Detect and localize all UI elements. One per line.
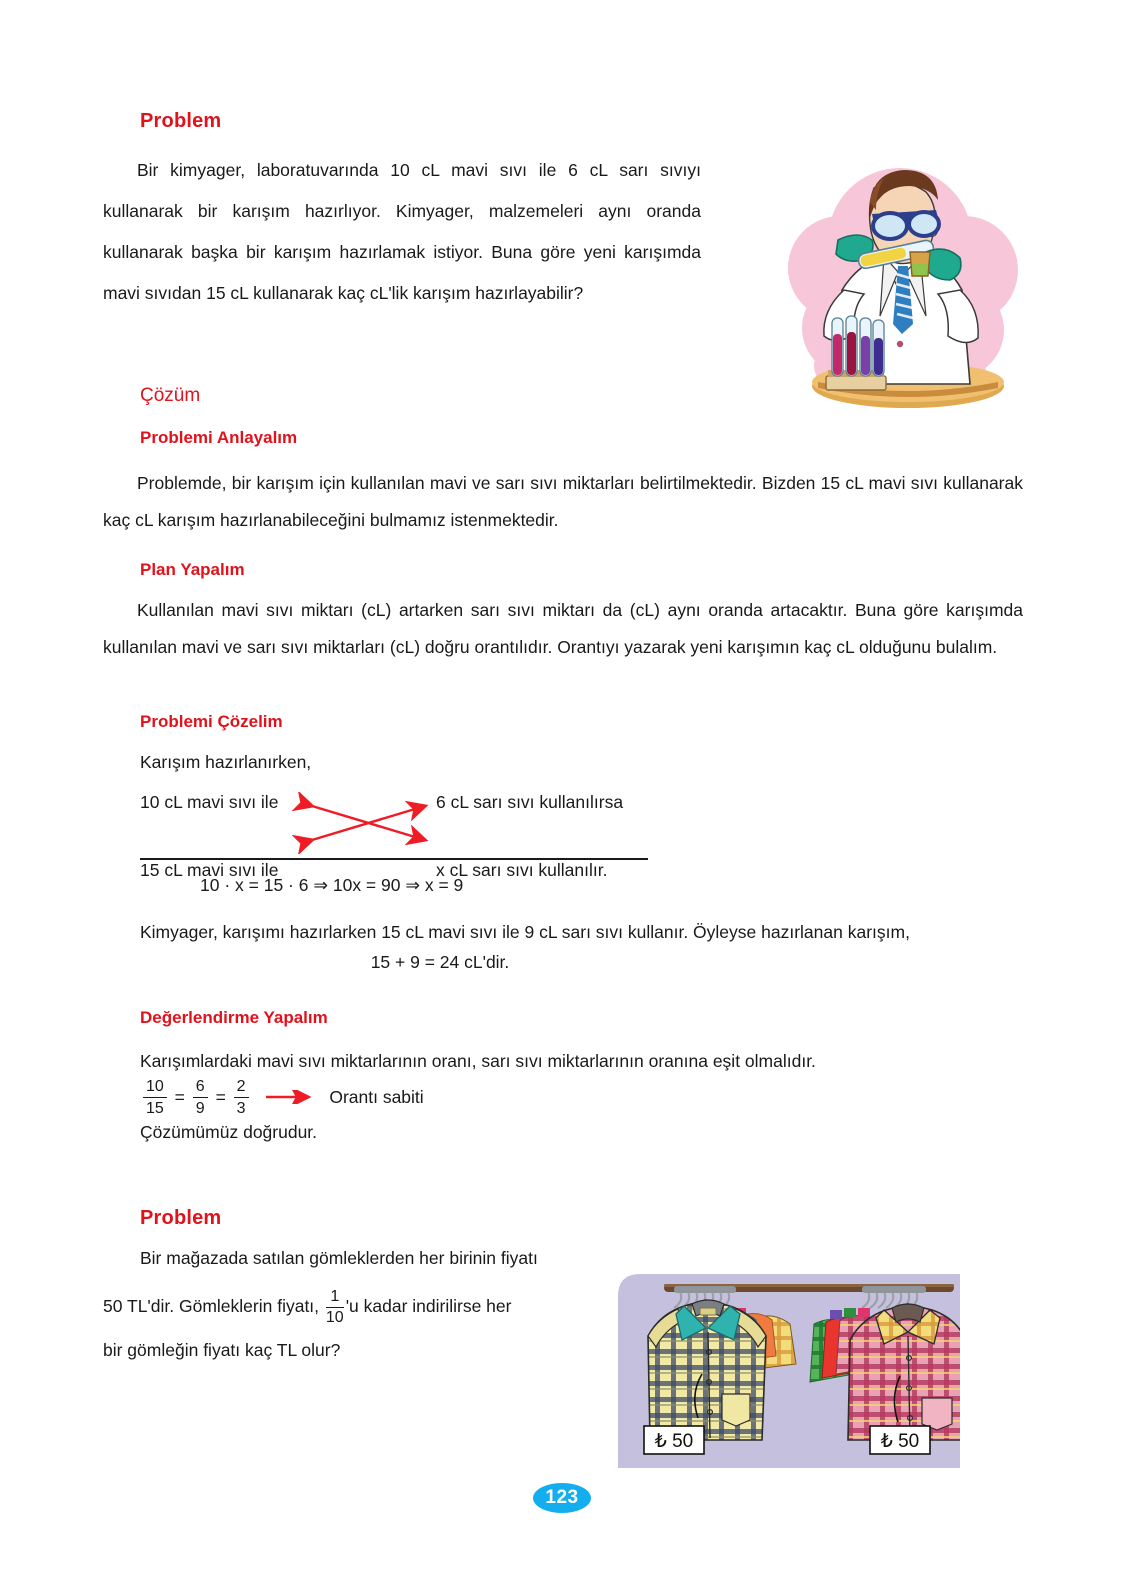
problem-1-body: [103, 150, 701, 314]
fraction-numerator: 6: [195, 1078, 205, 1095]
fraction-numerator: 1: [330, 1288, 340, 1305]
proportion-row2-right: x cL sarı sıvı kullanılır.: [436, 860, 608, 880]
fraction-10-over-15: [143, 1077, 167, 1118]
proportion-row1-left: 10 cL mavi sıvı ile: [140, 792, 279, 812]
fraction-denominator: 3: [236, 1100, 246, 1117]
fraction-denominator: 10: [325, 1309, 344, 1326]
step-understand-body: [103, 465, 1023, 539]
page-number-badge: 123: [533, 1483, 591, 1513]
price-tag-left-text: ₺ 50: [654, 1431, 694, 1452]
fraction-denominator: 15: [146, 1100, 164, 1117]
solve-equation: 10 · x = 15 · 6 ⇒ 10x = 90 ⇒ x = 9: [200, 875, 464, 895]
proportion-underline: [140, 858, 648, 860]
step-evaluate-body: Karışımlardaki mavi sıvı miktarlarının oranı, sarı sıvı miktarlarının oranına eşit olmalıdır.: [140, 1051, 816, 1071]
equals-sign-2: =: [215, 1087, 226, 1108]
step-plan-body: [103, 592, 1023, 666]
fraction-2-over-3: [234, 1077, 249, 1118]
red-arrow-icon: [264, 1088, 316, 1109]
fraction-bar: [326, 1307, 344, 1308]
problem-1-text: Bir kimyager, laboratuvarında 10 cL mavi sıvı ile 6 cL sarı sıvıyı kullanarak bir karışım hazırlıyor. Kimyager, malzemeleri aynı oranda kullanarak başka bir karışım hazırlamak istiyor. Buna göre yeni karışımda mavi sıvıdan 15 cL kullanarak kaç cL'lik karışım hazırlayabilir?: [103, 160, 701, 303]
proportion-row1-right: 6 cL sarı sıvı kullanılırsa: [436, 792, 624, 812]
solve-conclusion: Kimyager, karışımı hazırlarken 15 cL mavi sıvı ile 9 cL sarı sıvı kullanır. Öyleyse hazırlanan karışım,: [140, 922, 910, 942]
problem-2-line-2: [103, 1288, 511, 1327]
problem-2-line-2b: 'u kadar indirilirse her: [345, 1296, 512, 1316]
step-plan-heading: Plan Yapalım: [140, 560, 245, 579]
problem-2-line-1: Bir mağazada satılan gömleklerden her birinin fiyatı: [140, 1248, 538, 1268]
fraction-numerator: 10: [146, 1078, 164, 1095]
step-understand-text: Problemde, bir karışım için kullanılan mavi ve sarı sıvı miktarları belirtilmektedir. Bizden 15 cL mavi sıvı kullanarak kaç cL karışım hazırlanabileceğini bulmamız istenmektedir.: [103, 473, 1023, 530]
chemist-illustration: [780, 148, 1020, 410]
shirts-rack-illustration: [618, 1248, 960, 1468]
step-solve-heading: Problemi Çözelim: [140, 712, 283, 731]
problem-2-line-3: bir gömleğin fiyatı kaç TL olur?: [103, 1340, 341, 1360]
price-tag-right-text: ₺ 50: [880, 1431, 920, 1452]
fraction-bar: [234, 1097, 249, 1098]
ratio-constant-label: Orantı sabiti: [329, 1087, 424, 1108]
equals-sign-1: =: [174, 1087, 185, 1108]
ratio-chain: [140, 1078, 424, 1119]
step-plan-text: Kullanılan mavi sıvı miktarı (cL) artarken sarı sıvı miktarı da (cL) aynı oranda artacaktır. Buna göre karışımda kullanılan mavi ve sarı sıvı miktarları (cL) doğru orantılıdır. Orantıyı yazarak yeni karışımın kaç cL olduğunu bulalım.: [103, 600, 1023, 657]
fraction-bar: [193, 1097, 208, 1098]
test-tube-rack: [826, 316, 886, 390]
problem-1-heading: Problem: [140, 110, 222, 132]
problem-2-line-2a: 50 TL'dir. Gömleklerin fiyatı,: [103, 1296, 320, 1316]
solve-result: 15 + 9 = 24 cL'dir.: [370, 952, 510, 972]
problem-2-heading: Problem: [140, 1207, 222, 1229]
safety-goggles: [872, 210, 939, 239]
fraction-numerator: 2: [236, 1078, 246, 1095]
fraction-bar: [143, 1097, 167, 1098]
step-solve-intro: Karışım hazırlanırken,: [140, 752, 312, 772]
step-understand-heading: Problemi Anlayalım: [140, 428, 298, 447]
step-evaluate-heading: Değerlendirme Yapalım: [140, 1008, 328, 1027]
solution-heading: Çözüm: [140, 385, 201, 406]
evaluate-closing: Çözümümüz doğrudur.: [140, 1122, 318, 1142]
fraction-1-over-10: [326, 1288, 344, 1327]
proportion-cross-diagram: [140, 792, 670, 880]
fraction-denominator: 9: [195, 1100, 205, 1117]
proportion-row2-left: 15 cL mavi sıvı ile: [140, 860, 279, 880]
fraction-6-over-9: [193, 1077, 208, 1118]
